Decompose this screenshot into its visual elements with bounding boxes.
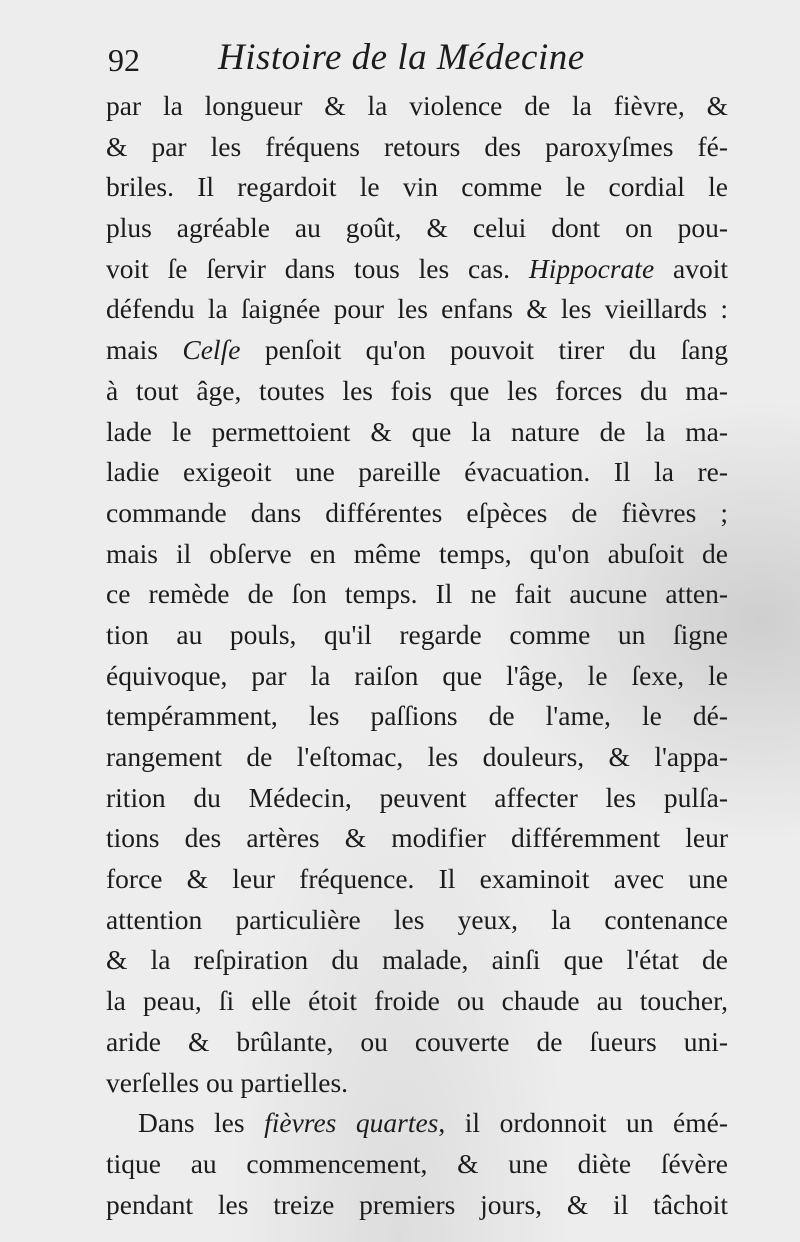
text-segment: par la longueur & la violence de la fièvre, &	[106, 90, 728, 121]
text-line	[106, 574, 728, 615]
text-line	[106, 1144, 728, 1185]
text-segment: lade le permettoient & que la nature de la ma-	[106, 415, 728, 447]
text-line	[106, 615, 728, 656]
text-line	[106, 412, 728, 453]
text-segment: Dans les	[138, 1107, 265, 1139]
text-segment: commande dans différentes eſpèces de fièvres ;	[106, 496, 728, 528]
text-segment: , il ordonnoit un émé-	[438, 1107, 728, 1139]
text-line	[106, 330, 728, 371]
text-segment: équivoque, par la raiſon que l'âge, le ſexe, le	[106, 659, 728, 691]
text-segment: tempéramment, les paſſions de l'ame, le dé-	[106, 700, 728, 732]
text-segment: attention particulière les yeux, la contenance	[106, 903, 728, 935]
text-segment: tions des artères & modifier différemment leur	[106, 822, 728, 854]
text-line	[106, 737, 728, 778]
text-line	[106, 778, 728, 819]
text-segment: défendu la ſaignée pour les enfans & les vieillards :	[106, 293, 728, 325]
italic-term: Hippocrate	[528, 252, 655, 284]
text-line	[106, 371, 728, 412]
italic-term: fièvres quartes	[264, 1107, 439, 1139]
text-line	[106, 1022, 728, 1063]
text-line	[106, 1185, 728, 1226]
text-line	[106, 493, 728, 534]
text-segment: rition du Médecin, peuvent affecter les pulſa-	[106, 781, 728, 813]
text-segment: mais il obſerve en même temps, qu'on abuſoit de	[106, 537, 728, 569]
text-line	[106, 1063, 728, 1104]
text-line	[106, 289, 728, 330]
text-line	[106, 249, 728, 290]
text-line	[106, 127, 728, 168]
italic-term: Celſe	[182, 334, 241, 366]
text-segment: penſoit qu'on pouvoit tirer du ſang	[240, 334, 728, 366]
text-line	[106, 818, 728, 859]
text-segment: plus agréable au goût, & celui dont on pou-	[106, 212, 728, 244]
body-text	[106, 86, 728, 1225]
text-segment: tique au commencement, & une diète ſévère	[106, 1147, 728, 1179]
text-segment: & la reſpiration du malade, ainſi que l'état de	[106, 944, 728, 976]
text-segment: tion au pouls, qu'il regarde comme un ſigne	[106, 618, 728, 650]
text-segment: la peau, ſi elle étoit froide ou chaude au toucher,	[106, 985, 728, 1017]
text-line	[106, 981, 728, 1022]
text-line	[106, 696, 728, 737]
text-segment: à tout âge, toutes les fois que les forces du ma-	[106, 374, 728, 406]
page-header	[108, 36, 728, 86]
text-line	[106, 900, 728, 941]
text-segment: aride & brûlante, ou couverte de ſueurs uni-	[106, 1025, 728, 1057]
running-title: Histoire de la Médecine	[218, 37, 585, 78]
text-line	[106, 534, 728, 575]
text-line	[106, 656, 728, 697]
text-line	[106, 859, 728, 900]
text-line	[106, 167, 728, 208]
text-segment: verſelles ou partielles.	[106, 1066, 349, 1098]
text-segment: avoit	[654, 252, 728, 284]
text-segment: voit ſe ſervir dans tous les cas.	[106, 252, 529, 284]
text-segment: briles. Il regardoit le vin comme le cordial le	[106, 171, 728, 203]
page-number: 92	[108, 42, 140, 78]
text-line	[106, 208, 728, 249]
text-segment: ladie exigeoit une pareille évacuation. Il la re-	[106, 456, 728, 488]
text-segment: force & leur fréquence. Il examinoit avec une	[106, 863, 728, 895]
text-segment: pendant les treize premiers jours, & il tâchoit	[106, 1188, 728, 1220]
text-line	[106, 1103, 728, 1144]
text-segment: & par les fréquens retours des paroxyſmes fé-	[106, 130, 728, 162]
text-segment: rangement de l'eſtomac, les douleurs, & l'appa-	[106, 741, 728, 772]
text-line	[106, 452, 728, 493]
text-line	[106, 940, 728, 981]
text-line	[106, 86, 728, 127]
text-segment: ce remède de ſon temps. Il ne fait aucune atten-	[106, 578, 728, 610]
text-segment: mais	[106, 334, 183, 366]
